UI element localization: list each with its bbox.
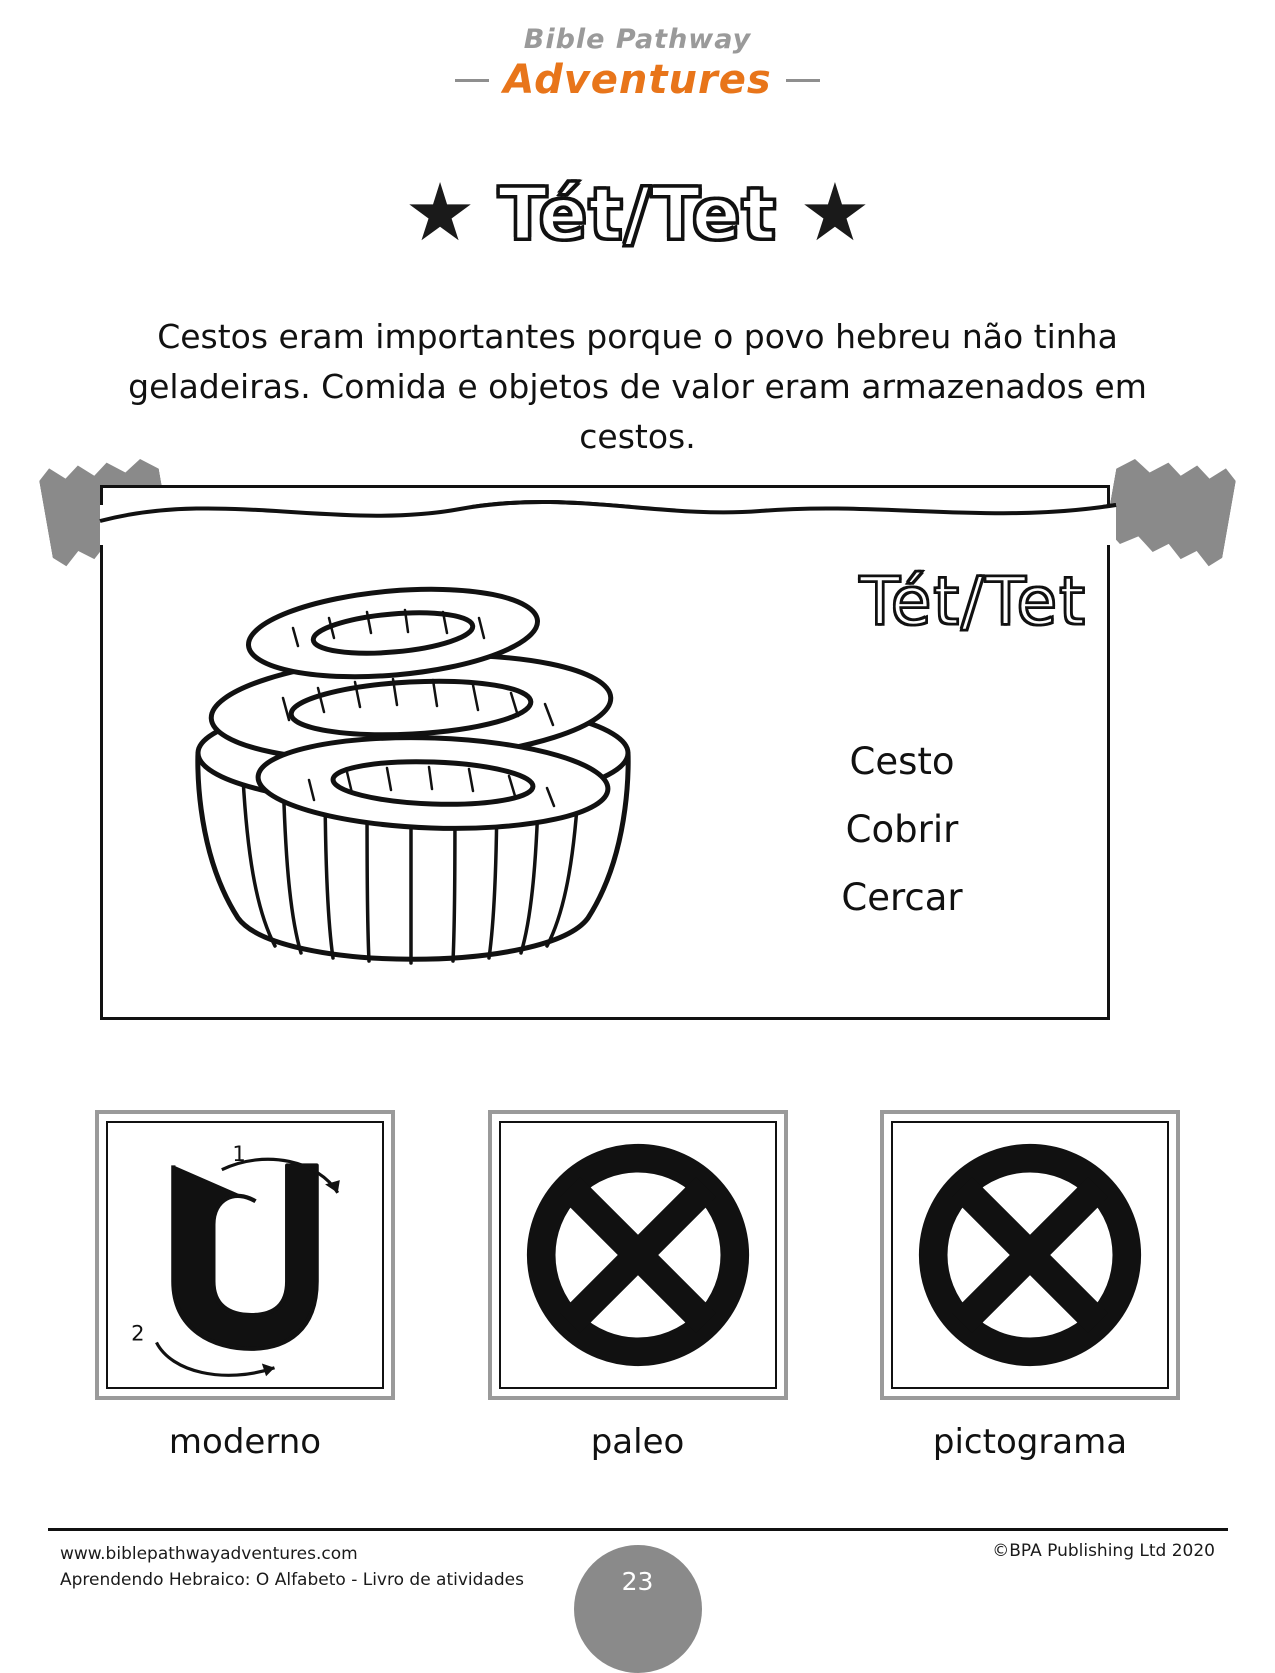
card-box bbox=[880, 1110, 1180, 1400]
logo-dash-left bbox=[455, 79, 489, 82]
svg-text:1: 1 bbox=[232, 1141, 246, 1167]
svg-text:2: 2 bbox=[131, 1320, 145, 1346]
word-item: Cobrir bbox=[845, 808, 959, 851]
word-list bbox=[752, 728, 1052, 932]
card-inner bbox=[499, 1121, 777, 1389]
footer-divider bbox=[48, 1528, 1228, 1531]
brand-line1: Bible Pathway bbox=[523, 24, 752, 55]
page-title-text: Tét/Tet bbox=[498, 172, 777, 256]
card-inner bbox=[106, 1121, 384, 1389]
card-pictograma bbox=[880, 1110, 1180, 1462]
star-icon bbox=[408, 182, 472, 246]
brand-logo bbox=[0, 24, 1275, 103]
modern-tet-letter-icon bbox=[108, 1123, 382, 1387]
page-title bbox=[0, 172, 1275, 256]
footer-book-title: Aprendendo Hebraico: O Alfabeto - Livro de atividades bbox=[60, 1570, 524, 1590]
footer-copyright: ©BPA Publishing Ltd 2020 bbox=[992, 1541, 1215, 1561]
brand-line2: Adventures bbox=[503, 57, 772, 103]
paleo-tet-wheel-icon bbox=[501, 1123, 775, 1387]
picture-box bbox=[100, 485, 1110, 1020]
basket-illustration bbox=[143, 548, 683, 978]
intro-paragraph: Cestos eram importantes porque o povo hebreu não tinha geladeiras. Comida e objetos de valor eram armazenados em cestos. bbox=[128, 317, 1147, 456]
card-paleo bbox=[488, 1110, 788, 1462]
tape-icon bbox=[1102, 445, 1239, 572]
card-moderno bbox=[95, 1110, 395, 1462]
card-inner bbox=[891, 1121, 1169, 1389]
card-box bbox=[95, 1110, 395, 1400]
footer-website[interactable]: www.biblepathwayadventures.com bbox=[60, 1544, 358, 1564]
logo-dash-right bbox=[786, 79, 820, 82]
pictogram-tet-wheel-icon bbox=[893, 1123, 1167, 1387]
word-item: Cesto bbox=[849, 740, 955, 783]
star-icon bbox=[803, 182, 867, 246]
letter-cards bbox=[95, 1110, 1180, 1462]
hebrew-label: Tét/Tet bbox=[859, 563, 1087, 640]
page-number: 23 bbox=[574, 1545, 702, 1673]
illustration-frame bbox=[45, 455, 1230, 1080]
footer-left bbox=[60, 1541, 524, 1593]
wavy-edge-icon bbox=[100, 485, 1116, 545]
card-label: paleo bbox=[590, 1422, 685, 1462]
card-label: moderno bbox=[168, 1422, 322, 1462]
card-label: pictograma bbox=[932, 1422, 1128, 1462]
word-item: Cercar bbox=[841, 876, 963, 919]
card-box bbox=[488, 1110, 788, 1400]
